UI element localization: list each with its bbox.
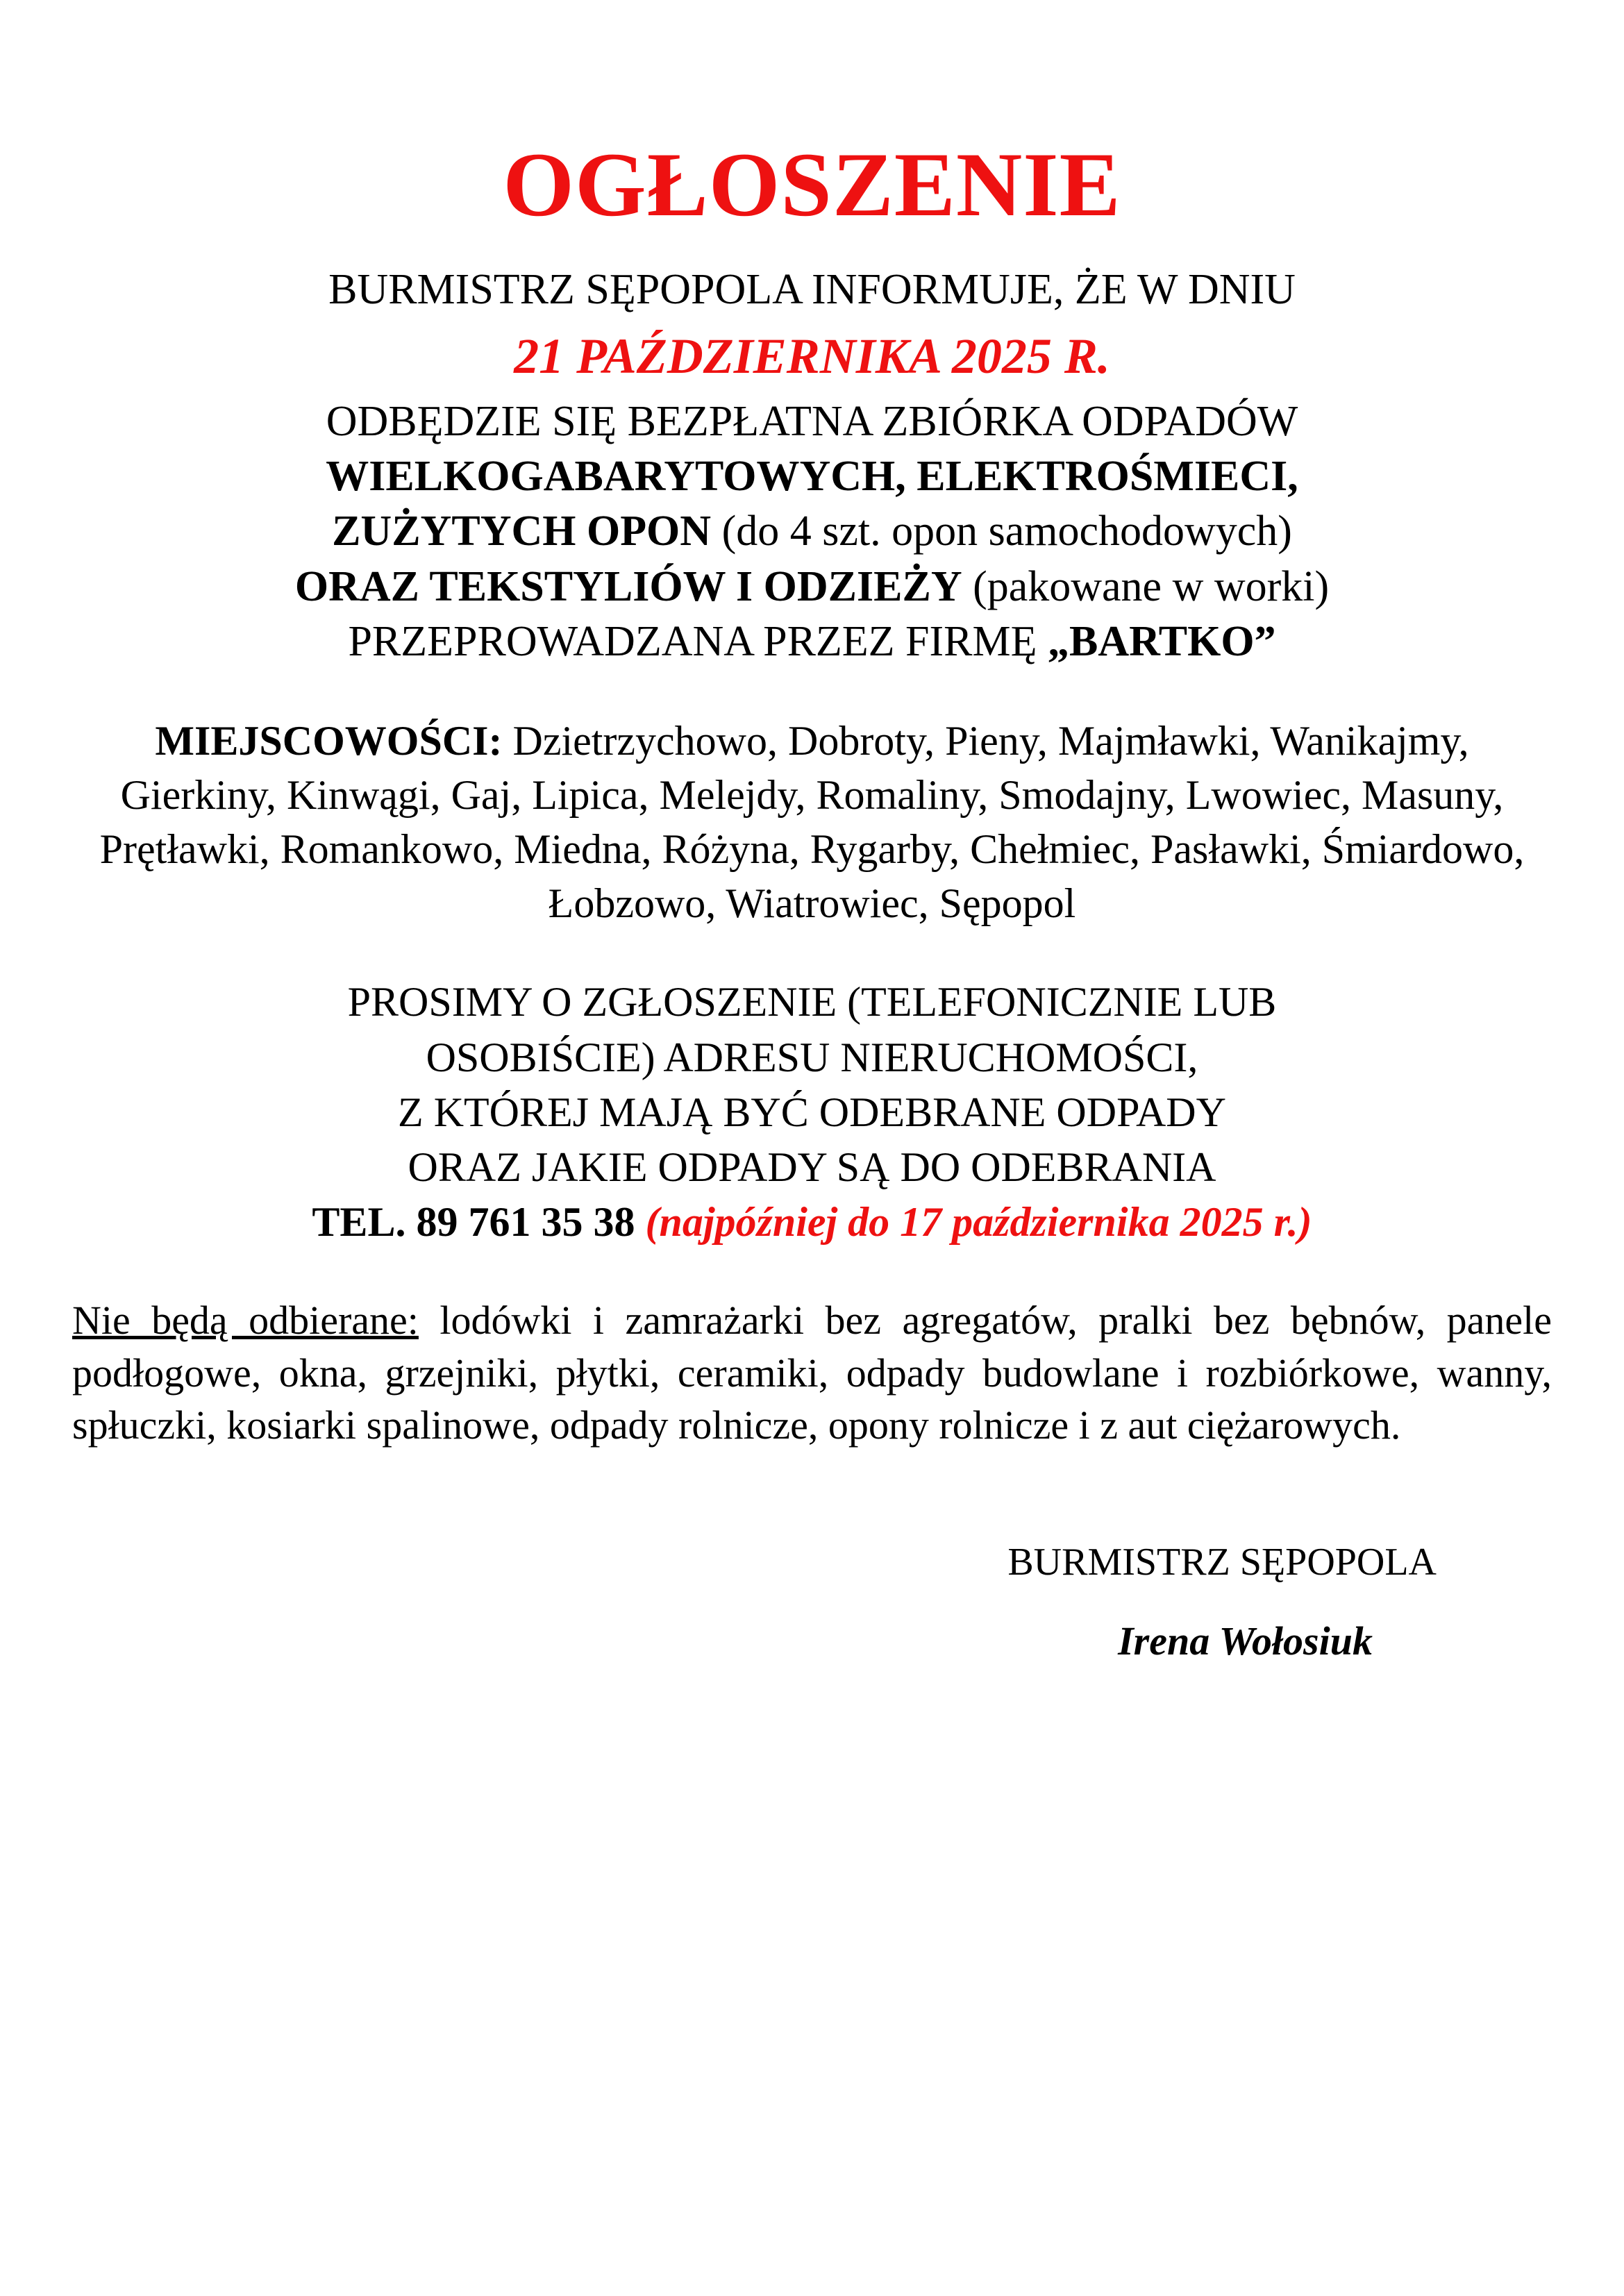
towns-text: Dzietrzychowo, Dobroty, Pieny, Majmławki, Wanikajmy, Gierkiny, Kinwągi, Gaj, Lipica, Melejdy, Romaliny, Smodajny, Lwowiec, Masuny, Prętławki, Romankowo, Miedna, Różyna, Rygarby, Chełmiec, Pasławki, Śmiardowo, Łobzowo, Wiatrowiec, Sępopol — [99, 718, 1525, 927]
collection-statement: ODBĘDZIE SIĘ BEZPŁATNA ZBIÓRKA ODPADÓW — [326, 397, 1298, 445]
spacer-after-towns — [69, 930, 1555, 975]
company-name: „BARTKO” — [1048, 618, 1276, 666]
phone-deadline-note: (najpóźniej do 17 października 2025 r.) — [635, 1199, 1312, 1246]
company-prefix: PRZEPROWADZANA PRZEZ FIRMĘ — [348, 618, 1048, 666]
textiles-note: (pakowane w worki) — [962, 562, 1330, 610]
request-line-2: OSOBIŚCIE) ADRESU NIERUCHOMOŚCI, — [426, 1034, 1198, 1080]
waste-categories-bold: WIELKOGABARYTOWYCH, ELEKTROŚMIECI, — [326, 452, 1298, 500]
lead-line: BURMISTRZ SĘPOPOLA INFORMUJE, ŻE W DNIU — [328, 266, 1296, 313]
request-line-1: PROSIMY O ZGŁOSZENIE (TELEFONICZNIE LUB — [347, 979, 1277, 1025]
page-title: OGŁOSZENIE — [503, 133, 1121, 235]
towns-label: MIEJSCOWOŚCI: — [155, 718, 503, 764]
spacer-after-phone — [69, 1250, 1555, 1294]
tires-note: (do 4 szt. opon samochodowych) — [711, 508, 1292, 555]
textiles-bold: ORAZ TEKSTYLIÓW I ODZIEŻY — [294, 562, 962, 610]
signature-name: Irena Wołosiuk — [1118, 1618, 1373, 1664]
waste-categories-line — [69, 449, 1555, 504]
towns-list — [69, 714, 1555, 930]
collection-date: 21 PAŹDZIERNIKA 2025 R. — [514, 328, 1110, 384]
exclusions-paragraph — [69, 1294, 1555, 1451]
request-line-4: ORAZ JAKIE ODPADY SĄ DO ODEBRANIA — [408, 1143, 1216, 1190]
company-line — [69, 614, 1555, 669]
exclusions-text: lodówki i zamrażarki bez agregatów, pralki bez bębnów, panele podłogowe, okna, grzejniki, płytki, ceramiki, odpady budowlane i rozbiórkowe, wanny, spłuczki, kosiarki spalinowe, odpady rolnicze, opony rolnicze i z aut ciężarowych. — [72, 1298, 1552, 1448]
signature-block — [69, 1535, 1555, 1670]
spacer-after-company — [69, 669, 1555, 714]
tires-bold: ZUŻYTYCH OPON — [332, 508, 712, 555]
tires-line — [69, 504, 1555, 559]
phone-line — [69, 1195, 1555, 1250]
phone-number[interactable]: TEL. 89 761 35 38 — [312, 1199, 635, 1246]
signature-role: BURMISTRZ SĘPOPOLA — [1007, 1540, 1437, 1584]
exclusions-label: Nie będą odbierane: — [72, 1298, 419, 1343]
request-line-3: Z KTÓREJ MAJĄ BYĆ ODEBRANE ODPADY — [398, 1089, 1226, 1135]
textiles-line — [69, 560, 1555, 614]
